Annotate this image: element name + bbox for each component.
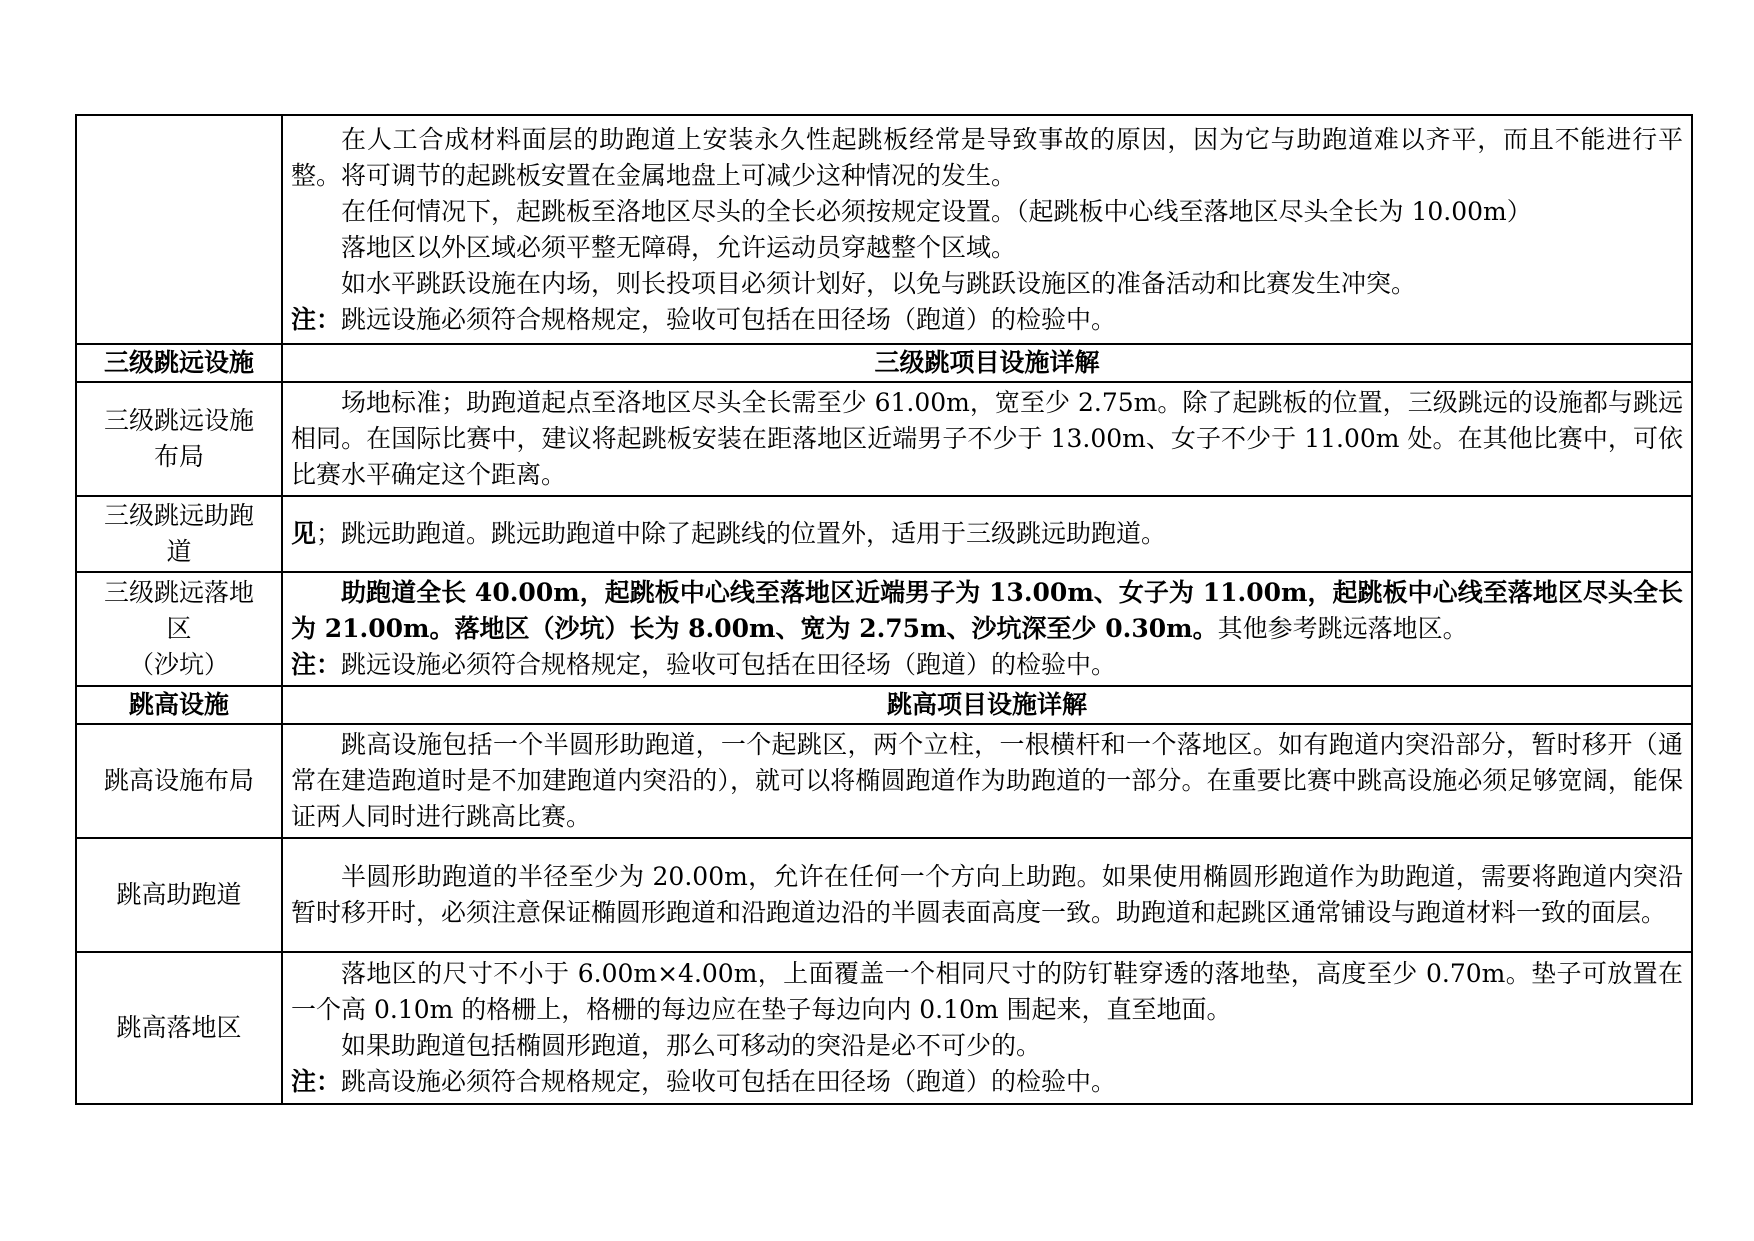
paragraph: 如果助跑道包括椭圆形跑道，那么可移动的突沿是必不可少的。 [341,1031,1042,1060]
row-content [282,838,1692,952]
label-line: （沙坑） [128,650,229,679]
section-title-high-jump: 跳高项目设施详解 [282,686,1692,724]
section-label-triple-jump: 三级跳远设施 [76,344,282,382]
row-content [282,572,1692,686]
paragraph: 跳高设施包括一个半圆形助跑道，一个起跳区，两个立柱，一根横杆和一个落地区。如有跑道内突沿部分，暂时移开（通常在建造跑道时是不加建跑道内突沿的），就可以将椭圆跑道作为助跑道的一部分。在重要比赛中跳高设施必须足够宽阔，能保证两人同时进行跳高比赛。 [291,730,1683,831]
paragraph-text: ；跳远助跑道。跳远助跑道中除了起跳线的位置外，适用于三级跳远助跑道。 [316,519,1167,548]
note-text: 跳远设施必须符合规格规定，验收可包括在田径场（跑道）的检验中。 [341,304,1117,334]
paragraph: 场地标准；助跑道起点至洛地区尽头全长需至少 61.00m，宽至少 2.75m。除了起跳板的位置，三级跳远的设施都与跳远相同。在国际比赛中，建议将起跳板安装在距落地区近端男子不少于 13.00m、女子不少于 11.00m 处。在其他比赛中，可依比赛水平确定这个距离。 [291,388,1683,489]
paragraph [291,516,1683,552]
section-label-high-jump: 跳高设施 [76,686,282,724]
table-row [76,496,1692,572]
see-label: 见 [291,519,317,548]
row-label-high-landing: 跳高落地区 [76,952,282,1104]
row-label-empty [76,115,282,344]
table-row [76,838,1692,952]
paragraph: 如水平跳跃设施在内场，则长投项目必须计划好，以免与跳跃设施区的准备活动和比赛发生冲突。 [341,268,1417,298]
row-content [282,382,1692,496]
row-label-triple-landing [76,572,282,686]
paragraph: 在人工合成材料面层的助跑道上安装永久性起跳板经常是导致事故的原因，因为它与助跑道难以齐平，而且不能进行平整。将可调节的起跳板安置在金属地盘上可减少这种情况的发生。 [291,124,1683,190]
note-text: 跳高设施必须符合规格规定，验收可包括在田径场（跑道）的检验中。 [341,1067,1117,1096]
table-row [76,115,1692,344]
label-line: 布局 [153,442,204,471]
row-content [282,115,1692,344]
table-row [76,724,1692,838]
row-content [282,952,1692,1104]
note [291,647,1683,683]
facility-spec-table [75,114,1693,1105]
note-label: 注： [291,650,342,679]
label-line: 区 [166,614,192,643]
section-title-triple-jump: 三级跳项目设施详解 [282,344,1692,382]
label-line: 三级跳远助跑 [103,501,254,530]
row-label-high-runway: 跳高助跑道 [76,838,282,952]
bold-spec-text: 助跑道全长 40.00m，起跳板中心线至落地区近端男子为 13.00m、女子为 11.00m，起跳板中心线至落地区尽头全长为 21.00m。落地区（沙坑）长为 8.00m、宽为 2.75m、沙坑深至少 0.30m。 [291,578,1683,643]
section-header-row [76,344,1692,382]
paragraph: 半圆形助跑道的半径至少为 20.00m，允许在任何一个方向上助跑。如果使用椭圆形跑道作为助跑道，需要将跑道内突沿暂时移开时，必须注意保证椭圆形跑道和沿跑道边沿的半圆表面高度一致。助跑道和起跳区通常铺设与跑道材料一致的面层。 [291,862,1683,927]
note [291,1064,1683,1100]
label-line: 道 [166,537,192,566]
note-label: 注： [291,304,342,334]
table-row [76,382,1692,496]
note-label: 注： [291,1067,342,1096]
section-header-row [76,686,1692,724]
row-label-triple-runway [76,496,282,572]
row-label-triple-layout [76,382,282,496]
paragraph [291,575,1683,647]
note [291,302,1683,338]
label-line: 三级跳远落地 [103,578,254,607]
paragraph-text: 其他参考跳远落地区。 [1217,614,1468,643]
row-content [282,496,1692,572]
row-content [282,724,1692,838]
paragraph: 落地区的尺寸不小于 6.00m×4.00m，上面覆盖一个相同尺寸的防钉鞋穿透的落地垫，高度至少 0.70m。垫子可放置在一个高 0.10m 的格栅上，格栅的每边应在垫子每边向内 0.10m 围起来，直至地面。 [291,959,1683,1024]
note-text: 跳远设施必须符合规格规定，验收可包括在田径场（跑道）的检验中。 [341,650,1117,679]
paragraph: 落地区以外区域必须平整无障碍，允许运动员穿越整个区域。 [341,232,1017,262]
table-row [76,572,1692,686]
row-label-high-layout: 跳高设施布局 [76,724,282,838]
paragraph: 在任何情况下，起跳板至洛地区尽头的全长必须按规定设置。（起跳板中心线至落地区尽头全长为 10.00m） [341,196,1532,226]
table-row [76,952,1692,1104]
label-line: 三级跳远设施 [103,406,254,435]
